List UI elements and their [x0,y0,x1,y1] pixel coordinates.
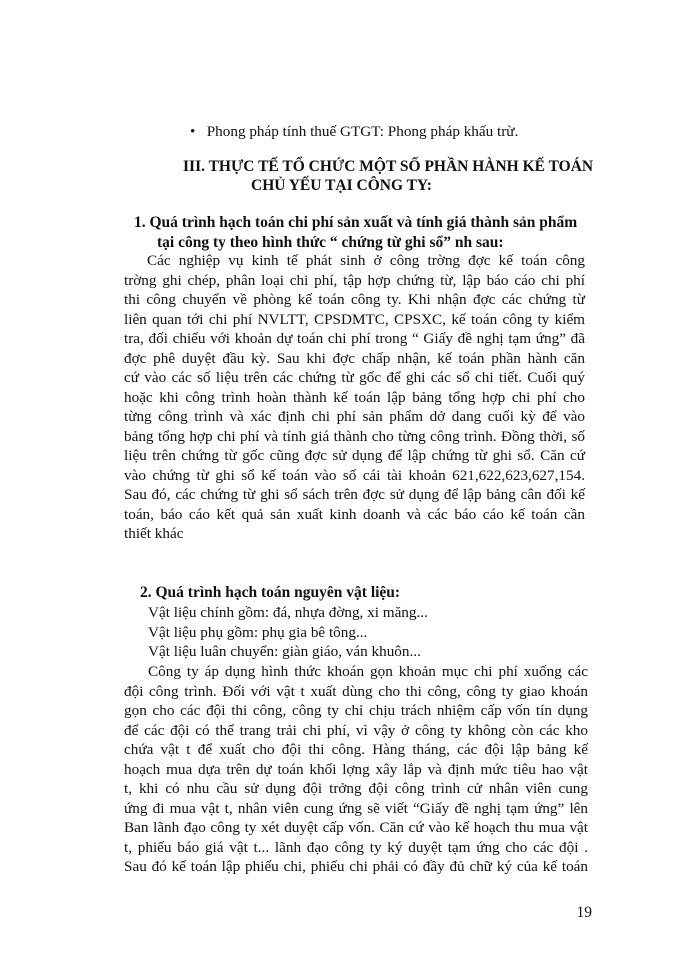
paragraph-line: Công ty áp dụng hình thức khoán gọn khoản mục chi phí xuống các [148,663,588,680]
paragraph-line: toán, báo cáo kết quả sản xuất kinh doanh và các báo cáo kế toán cần [124,505,585,523]
paragraph-line: trờng ghi chép, phân loại chi phí, tập hợp chứng từ, lập báo cáo chi phí [124,271,585,289]
paragraph-line: Các nghiệp vụ kinh tế phát sinh ở công trờng đợc kế toán công [147,252,585,269]
paragraph-line: Sau đó, các chứng từ ghi sổ sách trên đợc sử dụng để lập bảng cân đối kế [124,486,585,503]
material-item: Vật liệu chính gồm: đá, nhựa đờng, xi măng... [148,604,428,621]
paragraph-line: hoạch mua dựa trên dự toán khối lợng xây lắp và định mức tiêu hao vật [124,760,588,778]
subsection-2-title: 2. Quá trình hạch toán nguyên vật liệu: [140,584,401,601]
paragraph-line: gọn cho các đội thi công, công ty chỉ chịu trách nhiệm cấp vốn tín dụng [124,702,588,719]
subsection-1-title-line-2: tại công ty theo hình thức “ chứng từ ghi sổ” nh sau: [157,234,504,251]
paragraph-line: ứng đi mua vật t, nhân viên cung ứng sẽ viết “Giấy đề nghị tạm ứng” lên [124,799,588,817]
subsection-1-title-line-1: 1. Quá trình hạch toán chi phí sản xuất và tính giá thành sản phẩm [134,214,578,231]
paragraph-line: đợc phê duyệt đầu kỳ. Sau khi đợc chấp nhận, kế toán phần hành căn [124,349,585,367]
paragraph-line: từng công trình và xác định chi phí sản phẩm dở dang cuối kỳ để vào [124,408,585,425]
paragraph-line: thiết khác [124,525,184,542]
bullet-text: Phong pháp tính thuế GTGT: Phong pháp khấu trừ. [206,123,519,140]
paragraph-line: để các đội có thể trang trải chi phí, vì vậy ở công ty không còn các kho [124,721,588,739]
paragraph-line: tra, đối chiếu với khoản dự toán chi phí trong “ Giấy đề nghị tạm ứng” đã [124,330,585,347]
paragraph-line: Sau đó kế toán lập phiếu chi, phiếu chi phải có đầy đủ chữ ký của kế toán [124,858,588,875]
paragraph-line: chứa vật t để xuất cho đội thi công. Hàng tháng, các đội lập bảng kế [124,741,588,758]
paragraph-line: đội công trình. Đối với vật t xuất dùng cho thi công, công ty giao khoán [124,682,588,700]
paragraph-line: vào chứng từ ghi sổ kế toán vào sổ cái tài khoản 621,622,623,627,154. [124,466,585,484]
bullet-line [190,122,518,142]
paragraph-line: liệu trên chứng từ gốc cũng đợc sử dụng để lập chứng từ ghi sổ. Căn cứ [124,447,585,464]
material-item: Vật liệu luân chuyển: giàn giáo, ván khuôn... [148,643,421,660]
paragraph-line: bảng tổng hợp chi phí và tính giá thành cho từng công trình. Đồng thời, số [124,427,585,445]
section-3-title-line-2: CHỦ YẾU TẠI CÔNG TY: [251,177,432,194]
paragraph-line: cứ vào các số liệu trên các chứng từ gốc để ghi các sổ chi tiết. Cuối quý [124,369,585,386]
bullet-symbol: • [190,123,196,140]
paragraph-line: liên quan tới chi phí NVLTT, CPSDMTC, CPSXC, kế toán công ty kiểm [124,310,585,328]
paragraph-line: hoặc khi công trình hoàn thành kế toán lập bảng tổng hợp chi phí cho [124,388,585,406]
paragraph-line: thi công chuyển về phòng kế toán công ty. Khi nhận đợc các chứng từ [124,291,585,308]
page-number: 19 [576,904,592,921]
paragraph-line: t, khi có nhu cầu sử dụng đội trởng đội công trình cử nhân viên cung [124,780,588,797]
paragraph-line: t, phiếu báo giá vật t... lãnh đạo công ty ký duyệt tạm ứng cho các đội . [124,838,588,856]
paragraph-line: Ban lãnh đạo công ty xét duyệt cấp vốn. Căn cứ vào kế hoạch thu mua vật [124,819,588,836]
section-3-title-line-1: III. THỰC TẾ TỔ CHỨC MỘT SỐ PHẦN HÀNH KẾ TOÁN [183,158,594,175]
material-item: Vật liệu phụ gồm: phụ gia bê tông... [148,623,368,641]
